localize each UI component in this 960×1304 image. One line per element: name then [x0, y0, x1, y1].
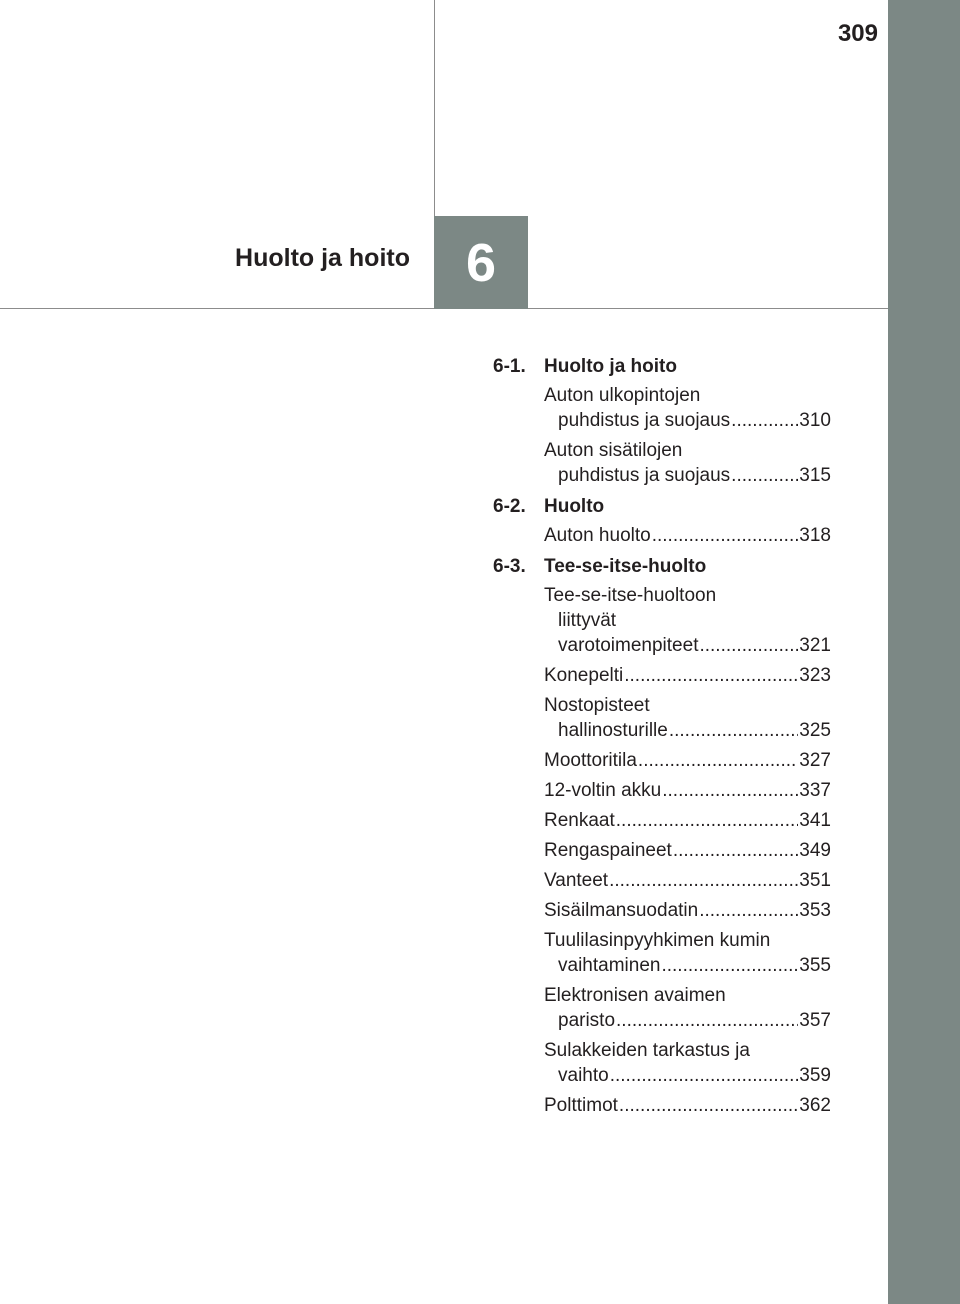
toc-section-heading: [493, 554, 831, 579]
chapter-number: 6: [465, 232, 497, 293]
toc-entry-text: Konepelti: [544, 665, 624, 686]
toc-entry-page: 310: [799, 410, 831, 431]
toc-section-title: Tee-se-itse-huolto: [544, 556, 707, 577]
toc-entry-text: Tee-se-itse-huoltoon: [544, 585, 717, 606]
toc-entry-page: 325: [799, 720, 831, 741]
toc-entry-line: [544, 1093, 831, 1118]
toc-entry-line: [544, 663, 831, 688]
toc-entry[interactable]: [544, 748, 831, 773]
toc-entry-page: 321: [799, 635, 831, 656]
toc-entry-text: liittyvät: [558, 610, 617, 631]
dot-leader: [610, 1063, 799, 1088]
dot-leader: [616, 808, 799, 833]
toc-entry-line: [544, 523, 831, 548]
toc-entry[interactable]: [544, 693, 831, 743]
chapter-title: Huolto ja hoito: [235, 244, 410, 272]
toc-entry-page: 349: [799, 840, 831, 861]
toc-entry[interactable]: [544, 1093, 831, 1118]
toc-entry-line: [544, 748, 831, 773]
toc-entry-text: varotoimenpiteet: [558, 635, 699, 656]
toc-entry-page: 357: [799, 1010, 831, 1031]
toc-entry-text: Vanteet: [544, 870, 609, 891]
dot-leader: [731, 463, 798, 488]
toc-section-number: 6-1.: [493, 356, 526, 377]
dot-leader: [638, 748, 798, 773]
toc-entry-page: 337: [799, 780, 831, 801]
table-of-contents: [493, 354, 831, 1124]
toc-entry-page: 318: [799, 525, 831, 546]
toc-entry-line: [544, 868, 831, 893]
chapter-number-box: [434, 216, 528, 309]
toc-entry-page: 362: [799, 1095, 831, 1116]
toc-entry[interactable]: [544, 838, 831, 863]
toc-entry[interactable]: [544, 898, 831, 923]
toc-entry-line: [544, 778, 831, 803]
toc-entry-text: Renkaat: [544, 810, 615, 831]
toc-entry-line: [544, 953, 831, 978]
toc-entry-line: [544, 898, 831, 923]
toc-entry-text: Moottoritila: [544, 750, 637, 771]
dot-leader: [661, 953, 798, 978]
toc-entry-page: 315: [799, 465, 831, 486]
toc-entry-text: vaihtaminen: [558, 955, 661, 976]
dot-leader: [609, 868, 798, 893]
toc-entry-text: Auton ulkopintojen: [544, 385, 701, 406]
toc-entry-line: [544, 463, 831, 488]
toc-entry[interactable]: [544, 868, 831, 893]
toc-section: [493, 354, 831, 488]
toc-entry[interactable]: [544, 1038, 831, 1088]
toc-entry[interactable]: [544, 663, 831, 688]
toc-entry-line: [544, 1063, 831, 1088]
dot-leader: [669, 718, 798, 743]
toc-section-heading: [493, 494, 831, 519]
toc-entry-page: 359: [799, 1065, 831, 1086]
toc-entry[interactable]: [544, 583, 831, 658]
toc-entry-line: [544, 408, 831, 433]
toc-section-title: Huolto: [544, 496, 605, 517]
dot-leader: [731, 408, 798, 433]
toc-entry-line: [544, 633, 831, 658]
toc-entry-page: 341: [799, 810, 831, 831]
toc-entry-text: vaihto: [558, 1065, 609, 1086]
toc-entry[interactable]: [544, 808, 831, 833]
toc-entry-text: Rengaspaineet: [544, 840, 672, 861]
toc-entry-line: [544, 1008, 831, 1033]
toc-entry-text: 12-voltin akku: [544, 780, 662, 801]
toc-entry-line: [544, 718, 831, 743]
toc-entry[interactable]: [544, 778, 831, 803]
toc-section-number: 6-3.: [493, 556, 526, 577]
toc-entry-line: [544, 808, 831, 833]
toc-entry-text: hallinosturille: [558, 720, 668, 741]
toc-entry[interactable]: [544, 438, 831, 488]
toc-entry-text: puhdistus ja suojaus: [558, 410, 731, 431]
vertical-rule: [434, 0, 435, 216]
toc-section: [493, 494, 831, 548]
side-tab: [888, 0, 960, 1304]
toc-entry-text: puhdistus ja suojaus: [558, 465, 731, 486]
dot-leader: [662, 778, 798, 803]
dot-leader: [699, 898, 798, 923]
toc-entry-text: Polttimot: [544, 1095, 618, 1116]
toc-section-title: Huolto ja hoito: [544, 356, 677, 377]
toc-section-heading: [493, 354, 831, 379]
toc-entry-page: 355: [799, 955, 831, 976]
watermark: carmanualsonline.info: [552, 1268, 737, 1289]
toc-entry-text: Sulakkeiden tarkastus ja: [544, 1040, 750, 1061]
toc-entry-page: 353: [799, 900, 831, 921]
toc-entry[interactable]: [544, 383, 831, 433]
toc-entry-text: Sisäilmansuodatin: [544, 900, 699, 921]
toc-entry-line: [544, 838, 831, 863]
dot-leader: [673, 838, 798, 863]
toc-entry-page: 351: [799, 870, 831, 891]
dot-leader: [624, 663, 798, 688]
toc-entry-page: 323: [799, 665, 831, 686]
page-number: 309: [837, 20, 878, 47]
toc-entry-text: Auton sisätilojen: [544, 440, 683, 461]
toc-entry[interactable]: [544, 983, 831, 1033]
dot-leader: [619, 1093, 798, 1118]
dot-leader: [652, 523, 799, 548]
dot-leader: [616, 1008, 798, 1033]
toc-entry-text: Auton huolto: [544, 525, 651, 546]
toc-entry-text: paristo: [558, 1010, 616, 1031]
toc-section-number: 6-2.: [493, 496, 526, 517]
toc-section: [493, 554, 831, 1118]
toc-entry-page: 327: [799, 750, 831, 771]
toc-entry-text: Elektronisen avaimen: [544, 985, 726, 1006]
toc-entry-text: Nostopisteet: [544, 695, 650, 716]
dot-leader: [699, 633, 798, 658]
toc-entry-text: Tuulilasinpyyhkimen kumin: [544, 930, 771, 951]
toc-entry[interactable]: [544, 523, 831, 548]
toc-entry[interactable]: [544, 928, 831, 978]
